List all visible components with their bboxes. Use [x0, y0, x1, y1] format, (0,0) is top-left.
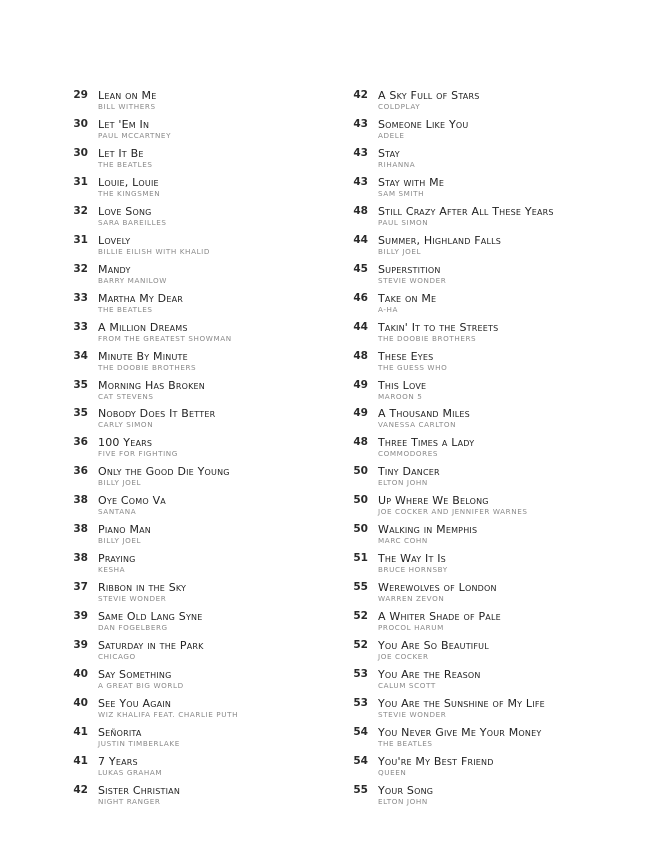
contents-entry [60, 176, 330, 205]
song-artist: VANESSA CARLTON [378, 420, 457, 430]
contents-entry [340, 697, 630, 726]
song-artist: WARREN ZEVON [378, 594, 445, 604]
song-title: You Are the Sunshine of My Life [378, 697, 545, 711]
song-artist: THE KINGSMEN [98, 188, 161, 198]
contents-entry [340, 118, 630, 147]
contents-entry [60, 321, 330, 350]
song-artist: MARC COHN [378, 536, 428, 546]
song-artist: STEVIE WONDER [98, 594, 167, 604]
song-title: Your Song [378, 783, 434, 797]
contents-entry [60, 552, 330, 581]
contents-entry [340, 234, 630, 263]
page-number: 43 [353, 117, 368, 130]
page-number: 38 [73, 523, 88, 536]
song-artist: BILLY JOEL [378, 246, 422, 256]
contents-entry [60, 147, 330, 176]
contents-entry [60, 755, 330, 784]
contents-entry [340, 407, 630, 436]
page-number: 52 [353, 639, 368, 652]
page-number: 50 [353, 465, 368, 478]
contents-entry [60, 610, 330, 639]
page-number: 48 [353, 436, 368, 449]
song-title: You Are the Reason [378, 668, 481, 682]
song-title: Let 'Em In [98, 117, 150, 131]
song-title: You Are So Beautiful [378, 639, 489, 653]
song-title: Sister Christian [98, 783, 181, 797]
contents-entry [60, 379, 330, 408]
page-number: 55 [353, 581, 368, 594]
song-artist: PAUL MCCARTNEY [98, 130, 172, 140]
song-title: Say Something [98, 668, 172, 682]
song-artist: ELTON JOHN [378, 796, 428, 806]
song-artist: THE GUESS WHO [378, 362, 448, 372]
page-number: 35 [73, 407, 88, 420]
page-number: 54 [353, 754, 368, 767]
song-artist: FIVE FOR FIGHTING [98, 449, 178, 459]
song-artist: CALUM SCOTT [378, 681, 436, 691]
contents-entry [60, 523, 330, 552]
contents-entry [340, 581, 630, 610]
page-number: 34 [73, 349, 88, 362]
page-number: 46 [353, 291, 368, 304]
contents-entry [60, 668, 330, 697]
song-artist: THE DOOBIE BROTHERS [98, 362, 197, 372]
page-number: 43 [353, 175, 368, 188]
page-number: 53 [353, 697, 368, 710]
page-number: 31 [73, 233, 88, 246]
song-title: You're My Best Friend [378, 754, 494, 768]
song-artist: BARRY MANILOW [98, 275, 167, 285]
song-title: Morning Has Broken [98, 378, 205, 392]
song-title: Three Times a Lady [378, 436, 475, 450]
contents-entry [340, 379, 630, 408]
song-artist: KESHA [98, 565, 126, 575]
contents-entry [340, 726, 630, 755]
song-artist: ADELE [378, 130, 405, 140]
page-number: 37 [73, 581, 88, 594]
contents-entry [340, 205, 630, 234]
page-number: 49 [353, 407, 368, 420]
page-number: 36 [73, 436, 88, 449]
song-title: Stay [378, 146, 400, 160]
song-title: Minute By Minute [98, 349, 188, 363]
song-artist: LUKAS GRAHAM [98, 767, 163, 777]
song-artist: SANTANA [98, 507, 137, 517]
song-title: Oye Como Va [98, 494, 166, 508]
song-artist: CHICAGO [98, 652, 136, 662]
song-title: Piano Man [98, 523, 151, 537]
song-title: These Eyes [378, 349, 434, 363]
contents-entry [340, 523, 630, 552]
page-number: 41 [73, 754, 88, 767]
song-title: Lovely [98, 233, 131, 247]
song-title: Summer, Highland Falls [378, 233, 502, 247]
song-artist: BILLY JOEL [98, 536, 142, 546]
contents-entry [60, 494, 330, 523]
page-number: 55 [353, 783, 368, 796]
song-title: 100 Years [98, 436, 153, 450]
song-title: Someone Like You [378, 117, 469, 131]
contents-entry [60, 581, 330, 610]
contents-entry [340, 784, 630, 813]
contents-entry [60, 784, 330, 813]
page-number: 29 [73, 89, 88, 101]
song-artist: MAROON 5 [378, 391, 423, 401]
song-artist: BILLY JOEL [98, 478, 142, 488]
contents-entry [340, 755, 630, 784]
page-number: 32 [73, 204, 88, 217]
contents-entry [60, 205, 330, 234]
song-artist: THE BEATLES [98, 159, 153, 169]
song-artist: CAT STEVENS [98, 391, 154, 401]
song-artist: A-HA [378, 304, 399, 314]
contents-entry [340, 436, 630, 465]
song-artist: ELTON JOHN [378, 478, 428, 488]
contents-entry [60, 350, 330, 379]
song-artist: QUEEN [378, 767, 407, 777]
song-title: Martha My Dear [98, 291, 184, 305]
song-artist: RIHANNA [378, 159, 416, 169]
contents-entry [340, 321, 630, 350]
contents-entry [340, 494, 630, 523]
song-artist: THE BEATLES [378, 738, 433, 748]
song-title: Praying [98, 552, 136, 566]
contents-entry [340, 465, 630, 494]
contents-entry [340, 552, 630, 581]
song-title: Señorita [98, 725, 142, 739]
contents-entry [340, 610, 630, 639]
song-artist: NIGHT RANGER [98, 796, 161, 806]
song-title: You Never Give Me Your Money [378, 725, 542, 739]
song-title: Superstition [378, 262, 441, 276]
song-artist: STEVIE WONDER [378, 275, 447, 285]
contents-column-left [60, 89, 330, 813]
song-title: Stay with Me [378, 175, 445, 189]
song-title: This Love [378, 378, 427, 392]
song-artist: SAM SMITH [378, 188, 425, 198]
song-title: A Sky Full of Stars [378, 89, 480, 102]
song-title: Take on Me [378, 291, 437, 305]
contents-entry [60, 407, 330, 436]
song-title: A Whiter Shade of Pale [378, 610, 501, 624]
song-title: Takin' It to the Streets [378, 320, 499, 334]
contents-column-right [340, 89, 630, 813]
song-artist: PAUL SIMON [378, 217, 429, 227]
song-title: Louie, Louie [98, 175, 159, 189]
page-number: 53 [353, 668, 368, 681]
page-number: 48 [353, 204, 368, 217]
song-title: Mandy [98, 262, 131, 276]
page-number: 50 [353, 494, 368, 507]
contents-entry [60, 697, 330, 726]
song-title: 7 Years [98, 754, 138, 768]
song-title: The Way It Is [378, 552, 446, 566]
contents-entry [340, 176, 630, 205]
contents-entry [340, 639, 630, 668]
page-number: 52 [353, 610, 368, 623]
page-number: 40 [73, 697, 88, 710]
contents-entry [340, 147, 630, 176]
song-title: A Million Dreams [98, 320, 188, 334]
song-title: Ribbon in the Sky [98, 581, 187, 595]
page-number: 30 [73, 117, 88, 130]
contents-entry [60, 436, 330, 465]
song-artist: BILLIE EILISH WITH KHALID [98, 246, 211, 256]
contents-entry [60, 465, 330, 494]
song-artist: SARA BAREILLES [98, 217, 167, 227]
page-number: 44 [353, 233, 368, 246]
song-title: Nobody Does It Better [98, 407, 216, 421]
page-number: 43 [353, 146, 368, 159]
song-title: See You Again [98, 697, 172, 711]
page-number: 36 [73, 465, 88, 478]
page-number: 50 [353, 523, 368, 536]
song-title: Tiny Dancer [378, 465, 440, 479]
contents-entry [60, 263, 330, 292]
song-artist: COLDPLAY [378, 102, 421, 111]
song-title: Saturday in the Park [98, 639, 204, 653]
contents-entry [340, 292, 630, 321]
song-artist: JOE COCKER [378, 652, 429, 662]
song-artist: COMMODORES [378, 449, 439, 459]
song-title: Still Crazy After All These Years [378, 204, 554, 218]
contents-entry [60, 726, 330, 755]
page-number: 49 [353, 378, 368, 391]
song-title: Werewolves of London [378, 581, 497, 595]
page-number: 48 [353, 349, 368, 362]
page-number: 31 [73, 175, 88, 188]
page-number: 39 [73, 610, 88, 623]
page-number: 39 [73, 639, 88, 652]
contents-entry [60, 292, 330, 321]
song-artist: FROM THE GREATEST SHOWMAN [98, 333, 232, 343]
contents-entry [340, 263, 630, 292]
page-number: 33 [73, 320, 88, 333]
song-title: Walking in Memphis [378, 523, 478, 537]
contents-entry [340, 668, 630, 697]
song-artist: JOE COCKER AND JENNIFER WARNES [378, 507, 528, 517]
song-artist: PROCOL HARUM [378, 623, 444, 633]
song-artist: THE BEATLES [98, 304, 153, 314]
page-number: 42 [353, 89, 368, 101]
song-artist: A GREAT BIG WORLD [98, 681, 184, 691]
page-number: 40 [73, 668, 88, 681]
contents-entry [340, 350, 630, 379]
page-number: 30 [73, 146, 88, 159]
page-number: 54 [353, 725, 368, 738]
song-artist: WIZ KHALIFA FEAT. CHARLIE PUTH [98, 710, 239, 720]
song-title: Love Song [98, 204, 152, 218]
contents-entry [60, 118, 330, 147]
song-title: Lean on Me [98, 89, 157, 102]
page-number: 35 [73, 378, 88, 391]
song-title: Up Where We Belong [378, 494, 489, 508]
page-number: 33 [73, 291, 88, 304]
song-title: Only the Good Die Young [98, 465, 230, 479]
song-artist: BILL WITHERS [98, 102, 156, 111]
song-title: Let It Be [98, 146, 144, 160]
song-artist: DAN FOGELBERG [98, 623, 168, 633]
song-artist: CARLY SIMON [98, 420, 154, 430]
page-number: 44 [353, 320, 368, 333]
page-number: 38 [73, 494, 88, 507]
song-artist: JUSTIN TIMBERLAKE [98, 738, 180, 748]
song-title: Same Old Lang Syne [98, 610, 203, 624]
page-number: 38 [73, 552, 88, 565]
song-title: A Thousand Miles [378, 407, 470, 421]
contents-entry [340, 89, 630, 118]
page-number: 41 [73, 725, 88, 738]
song-artist: THE DOOBIE BROTHERS [378, 333, 477, 343]
page-number: 42 [73, 783, 88, 796]
song-artist: STEVIE WONDER [378, 710, 447, 720]
page-number: 32 [73, 262, 88, 275]
contents-entry [60, 89, 330, 118]
page-number: 51 [353, 552, 368, 565]
song-artist: BRUCE HORNSBY [378, 565, 448, 575]
contents-entry [60, 639, 330, 668]
contents-entry [60, 234, 330, 263]
page-number: 45 [353, 262, 368, 275]
